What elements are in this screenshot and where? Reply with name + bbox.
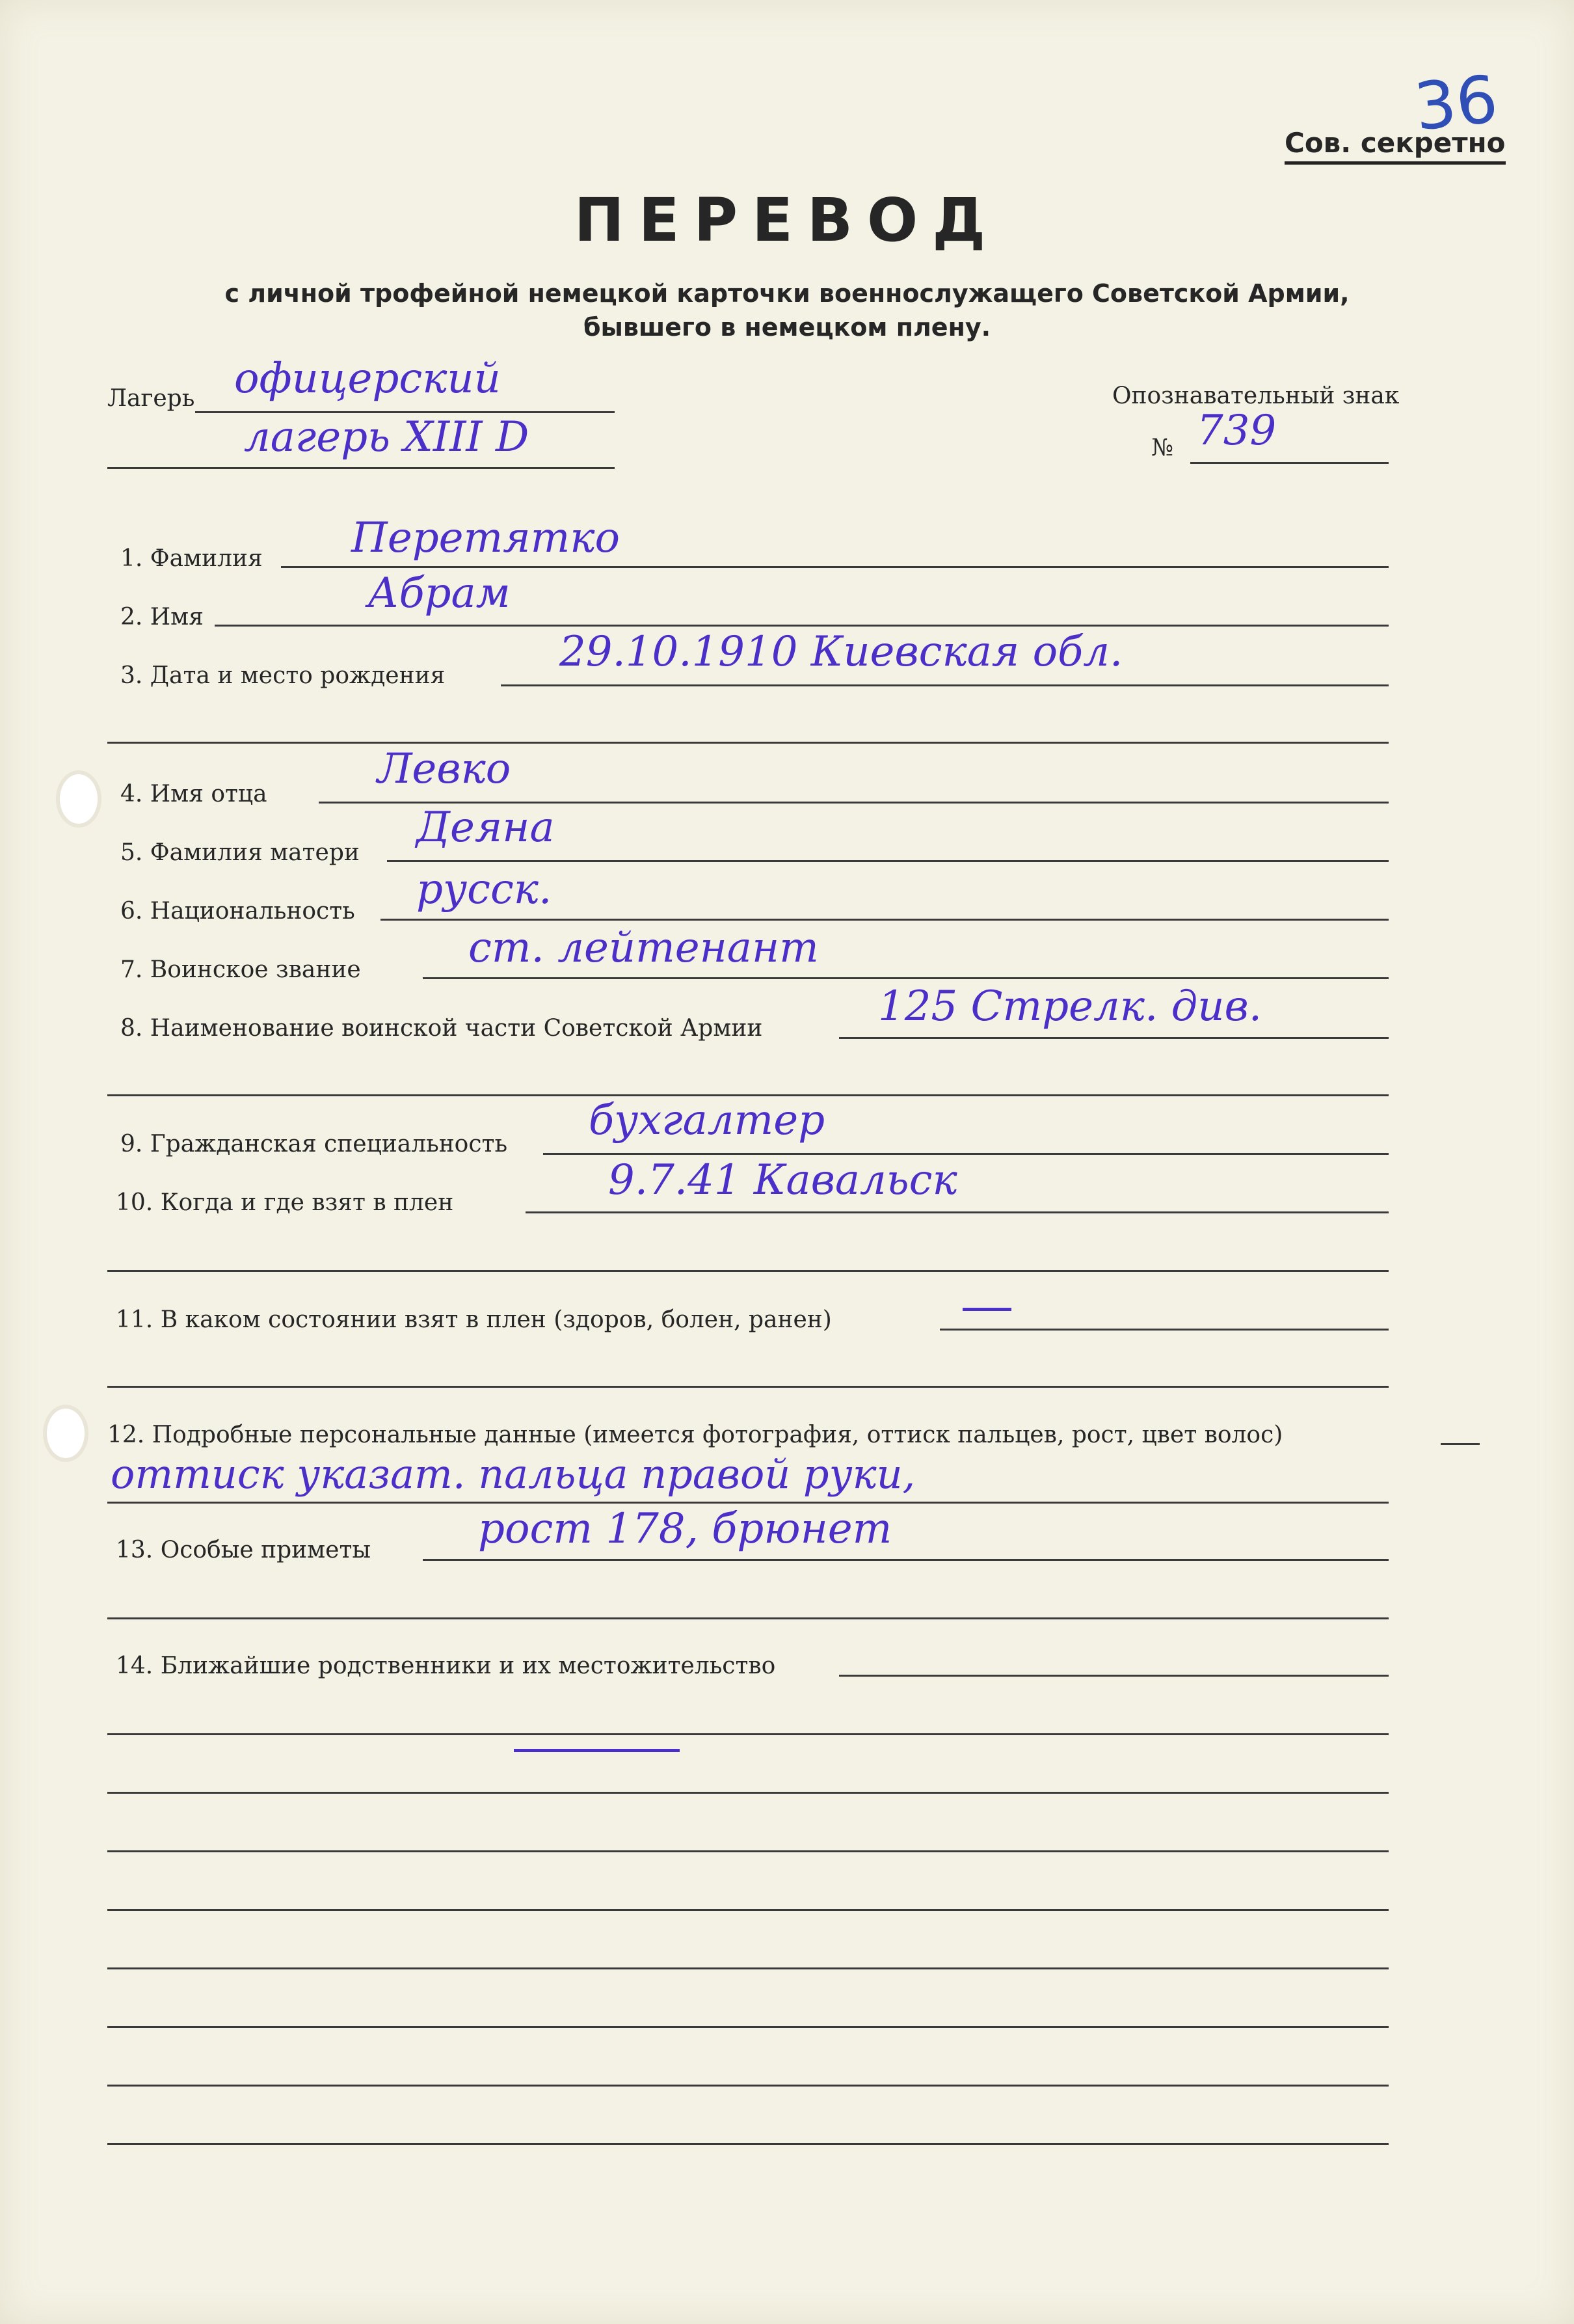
field-13-line	[423, 1559, 1389, 1561]
id-mark-value: 739	[1197, 407, 1277, 455]
blank-line-5	[107, 1967, 1389, 1969]
id-mark-label: Опознавательный знак	[1112, 383, 1400, 409]
field-4-label: 4. Имя отца	[120, 781, 267, 807]
field-3-line	[501, 684, 1389, 686]
field-3-label: 3. Дата и место рождения	[120, 662, 446, 689]
field-7-line	[423, 977, 1389, 979]
blank-line-8	[107, 2143, 1389, 2145]
field-11-label: 11. В каком состоянии взят в плен (здоров, болен, ранен)	[116, 1306, 832, 1333]
field-12-line	[1441, 1443, 1480, 1445]
id-mark-line	[1190, 462, 1389, 464]
subtitle-line-1: с личной трофейной немецкой карточки военнослужащего Советской Армии,	[224, 279, 1350, 308]
field-3-continuation-line	[107, 742, 1389, 744]
field-1-label: 1. Фамилия	[120, 545, 263, 572]
field-14-label: 14. Ближайшие родственники и их местожительство	[116, 1653, 776, 1679]
punch-hole-bottom	[47, 1409, 85, 1458]
field-12-label: 12. Подробные персональные данные (имеется фотография, оттиск пальцев, рост, цвет волос)	[107, 1422, 1283, 1448]
field-1-line	[281, 566, 1389, 568]
id-mark-number-prefix: №	[1151, 435, 1174, 461]
field-2-line	[215, 625, 1389, 627]
document-subtitle	[0, 277, 1574, 344]
camp-value-line-2: лагерь XIII D	[244, 413, 529, 461]
field-8-value: 125 Стрелк. див.	[878, 982, 1262, 1031]
field-10-continuation-line	[107, 1270, 1389, 1272]
field-11-continuation-line	[107, 1386, 1389, 1388]
field-9-label: 9. Гражданская специальность	[120, 1131, 508, 1157]
field-5-line	[387, 860, 1389, 862]
field-6-line	[380, 919, 1389, 921]
field-9-value: бухгалтер	[589, 1096, 825, 1144]
field-10-value: 9.7.41 Кавальск	[608, 1156, 957, 1204]
field-6-label: 6. Национальность	[120, 898, 355, 925]
blank-line-4	[107, 1909, 1389, 1911]
camp-value-line-1: офицерский	[234, 355, 501, 403]
blank-line-2	[107, 1792, 1389, 1794]
field-14-dash-mark	[514, 1749, 680, 1752]
field-2-value: Абрам	[367, 569, 511, 617]
field-11-line	[940, 1329, 1389, 1331]
camp-label: Лагерь	[107, 385, 195, 412]
field-2-label: 2. Имя	[120, 604, 204, 630]
punch-hole-top	[60, 774, 98, 824]
field-7-value: ст. лейтенант	[468, 924, 819, 972]
blank-line-1	[107, 1733, 1389, 1735]
field-10-label: 10. Когда и где взят в плен	[116, 1189, 454, 1216]
blank-line-7	[107, 2085, 1389, 2087]
field-13-label: 13. Особые приметы	[116, 1537, 371, 1563]
field-12-continuation-line	[107, 1502, 1389, 1504]
field-6-value: русск.	[416, 865, 552, 913]
field-4-value: Левко	[377, 745, 511, 793]
field-5-label: 5. Фамилия матери	[120, 839, 360, 866]
field-14-line	[839, 1675, 1389, 1677]
field-11-dash-mark	[963, 1308, 1011, 1311]
document-title: ПЕРЕВОД	[574, 185, 1000, 255]
field-1-value: Перетятко	[351, 514, 620, 562]
subtitle-line-2: бывшего в немецком плену.	[583, 313, 991, 342]
field-5-value: Деяна	[416, 804, 555, 852]
field-10-line	[526, 1211, 1389, 1213]
field-3-value: 29.10.1910 Киевская обл.	[559, 628, 1123, 676]
blank-line-3	[107, 1850, 1389, 1852]
field-12-value: оттиск указат. пальца правой руки,	[111, 1450, 916, 1498]
field-8-label: 8. Наименование воинской части Советской Армии	[120, 1015, 763, 1042]
field-13-value: рост 178, брюнет	[478, 1505, 892, 1553]
classification-stamp: Сов. секретно	[1285, 127, 1506, 165]
field-7-label: 7. Воинское звание	[120, 956, 361, 983]
field-8-line	[839, 1037, 1389, 1039]
camp-line-2	[107, 467, 615, 469]
field-9-line	[543, 1153, 1389, 1155]
field-13-continuation-line	[107, 1617, 1389, 1619]
blank-line-6	[107, 2026, 1389, 2028]
sheet-number: 36	[1411, 61, 1502, 146]
